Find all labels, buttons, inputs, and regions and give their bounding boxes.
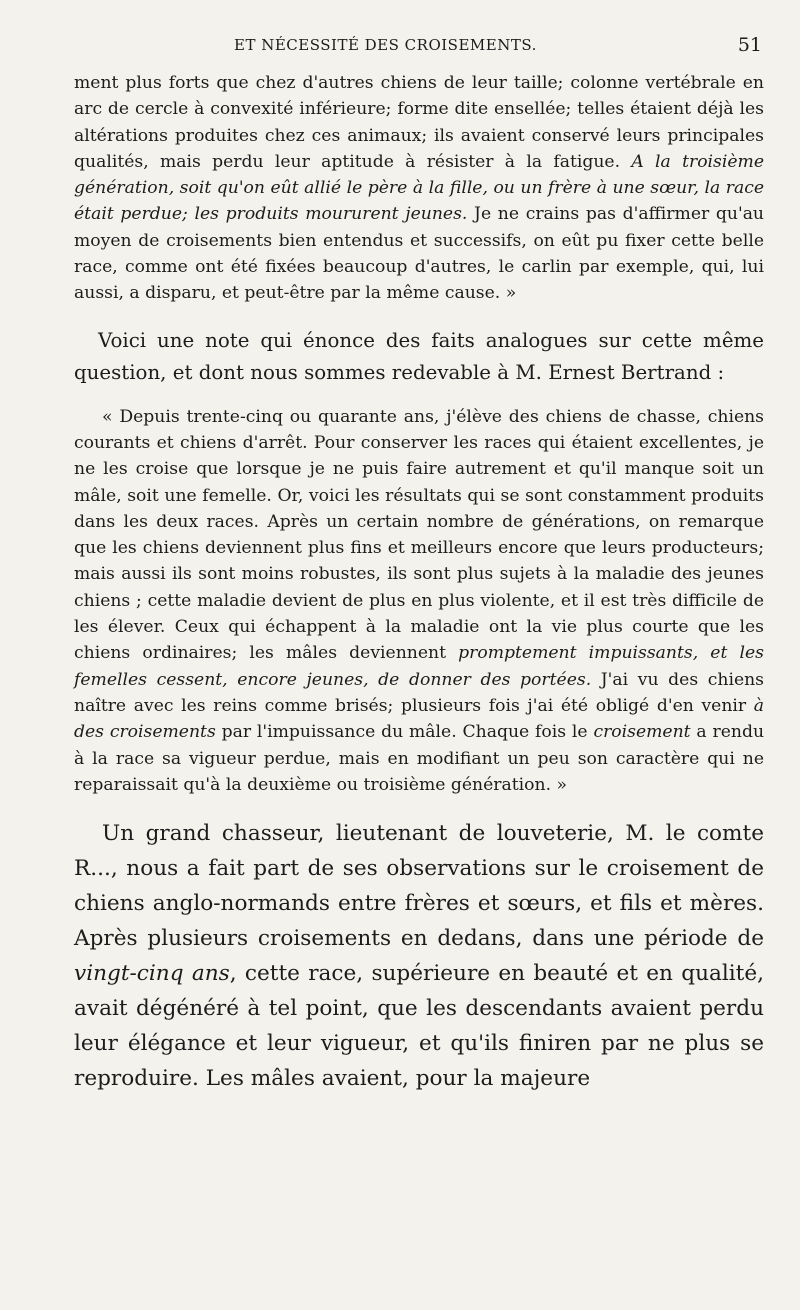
text-run: , cette race, supérieure en beauté et en qualité, avait dégénéré à tel point, que les descendants avaient perdu leur élégance et leur vigueur, et qu'ils finiren par ne plus se reproduire. Les mâles avaient, pour la majeure	[74, 961, 764, 1092]
text-run: ment plus forts que chez d'autres chiens de leur taille; colonne vertébrale en arc de cercle à convexité inférieure; forme dite ensellée; telles étaient déjà les altérations produites chez ces animaux; ils avaient conservé leurs principales qualités, mais perdu leur aptitude à résister à la fatigue.	[74, 73, 764, 172]
page-header	[74, 36, 764, 70]
italic-run: vingt-cinq ans	[74, 961, 230, 987]
paragraph-note-intro: Voici une note qui énonce des faits analogues sur cette même question, et dont nous sommes redevable à M. Ernest Bertrand :	[74, 328, 764, 385]
paragraph-bertrand-quote	[74, 404, 764, 798]
italic-run: A la troisième génération, soit qu'on eût allié le père à la fille, ou un frère à une sœur, la race était perdue; les produits moururent jeunes.	[74, 151, 765, 225]
text-run: par l'impuissance du mâle. Chaque fois le	[215, 722, 594, 743]
text-run: Je ne crains pas d'affirmer qu'au moyen de croisements bien entendus et successifs, on eût pu fixer cette belle race, comme ont été fixées beaucoup d'autres, le carlin par exemple, qui, lui aussi, a disparu, et peut-être par la même cause. »	[74, 204, 765, 304]
italic-run: à des croisements	[74, 695, 764, 743]
page-number: 51	[737, 34, 762, 56]
text-run: Un grand chasseur, lieutenant de louveterie, M. le comte R..., nous a fait part de ses observations sur le croisement de chiens anglo-normands entre frères et sœurs, et fils et mères. Après plusieurs croisements en dedans, dans une période de	[74, 821, 764, 952]
paragraph-comte-observations	[74, 816, 764, 1096]
italic-run: croisement	[593, 722, 691, 743]
running-head: ET NÉCESSITÉ DES CROISEMENTS.	[234, 36, 537, 54]
text-run: J'ai vu des chiens naître avec les reins comme brisés; plusieurs fois j'ai été obligé d'en venir	[74, 669, 765, 716]
italic-run: promptement impuissants, et les femelles cessent, encore jeunes, de donner des portées.	[74, 643, 764, 690]
paragraph-quote-end	[74, 70, 764, 307]
text-run: a rendu à la race sa vigueur perdue, mais en modifiant un peu son caractère qui ne reparaissait qu'à la deuxième ou troisième génération. »	[74, 722, 765, 795]
text-run: « Depuis trente-cinq ou quarante ans, j'élève des chiens de chasse, chiens courants et chiens d'arrêt. Pour conserver les races qui étaient excellentes, je ne les croise que lorsque je ne puis faire autrement et qu'il manque soit un mâle, soit une femelle. Or, voici les résultats qui se sont constamment produits dans les deux races. Après un certain nombre de générations, on remarque que les chiens deviennent plus fins et meilleurs encore que leurs producteurs; mais aussi ils sont moins robustes, ils sont plus sujets à la maladie des jeunes chiens ; cette maladie devient de plus en plus violente, et il est très difficile de les élever. Ceux qui échappent à la maladie ont la vie plus courte que les chiens ordinaires; les mâles deviennent	[74, 406, 764, 664]
